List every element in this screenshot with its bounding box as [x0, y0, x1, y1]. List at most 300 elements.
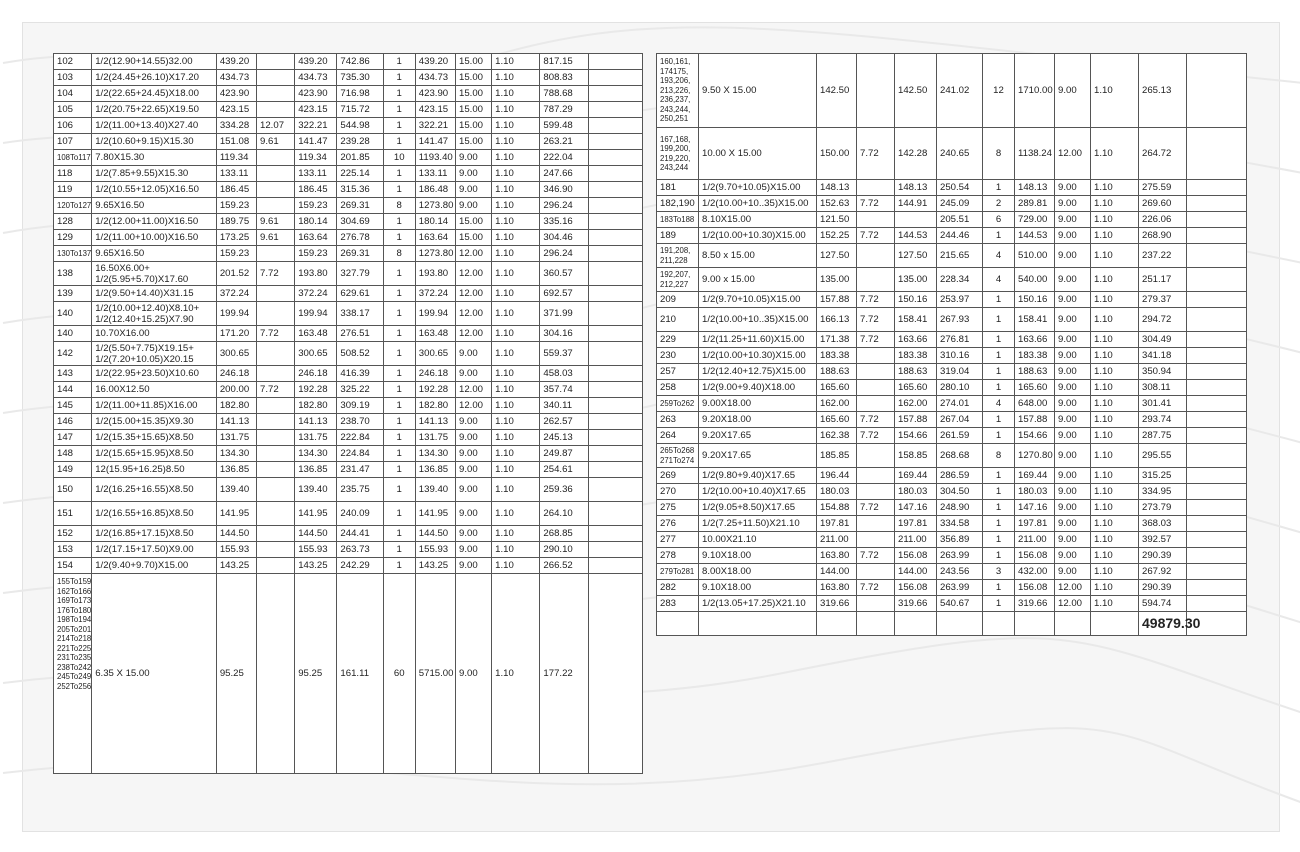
right-cell-col12	[1187, 292, 1247, 308]
right-cell-col5: 156.08	[895, 580, 937, 596]
right-cell-col11: 265.13	[1139, 54, 1187, 128]
left-table-row	[54, 246, 643, 262]
right-cell-col1: 229	[657, 332, 699, 348]
left-cell-col2: 1/2(7.85+9.55)X15.30	[92, 166, 217, 182]
right-cell-col11: 350.94	[1139, 364, 1187, 380]
left-cell-col12	[588, 166, 642, 182]
left-cell-col8: 182.80	[415, 398, 455, 414]
left-table-row	[54, 118, 643, 134]
left-cell-col11: 304.46	[540, 230, 588, 246]
right-cell-col10: 1.10	[1091, 292, 1139, 308]
left-cell-col7: 1	[383, 462, 415, 478]
right-cell-col4: 7.72	[857, 308, 895, 332]
grand-total-empty-cell	[1091, 612, 1139, 636]
right-cell-col7: 8	[983, 128, 1015, 180]
right-cell-col9: 9.00	[1055, 412, 1091, 428]
left-cell-col7: 8	[383, 198, 415, 214]
left-cell-col12	[588, 398, 642, 414]
left-cell-col11: 247.66	[540, 166, 588, 182]
right-cell-col5: 183.38	[895, 348, 937, 364]
left-table-row	[54, 462, 643, 478]
left-cell-col4	[257, 574, 295, 774]
right-cell-col5: 197.81	[895, 516, 937, 532]
right-cell-col7: 12	[983, 54, 1015, 128]
left-cell-col10: 1.10	[492, 214, 540, 230]
left-cell-col6: 338.17	[337, 302, 383, 326]
left-cell-col3: 134.30	[216, 446, 256, 462]
left-table-row	[54, 326, 643, 342]
right-table-row	[657, 484, 1247, 500]
left-cell-col5: 134.30	[295, 446, 337, 462]
left-cell-col5: 95.25	[295, 574, 337, 774]
right-cell-col7: 1	[983, 364, 1015, 380]
right-cell-col12	[1187, 596, 1247, 612]
right-cell-col12	[1187, 484, 1247, 500]
left-cell-col11: 290.10	[540, 542, 588, 558]
left-cell-col11: 254.61	[540, 462, 588, 478]
left-cell-col8: 141.47	[415, 134, 455, 150]
left-cell-col3: 141.95	[216, 502, 256, 526]
right-cell-col3: 157.88	[817, 292, 857, 308]
left-cell-col8: 144.50	[415, 526, 455, 542]
right-cell-col4	[857, 484, 895, 500]
right-cell-col4	[857, 444, 895, 468]
right-cell-col4	[857, 380, 895, 396]
left-cell-col6: 269.31	[337, 246, 383, 262]
left-cell-col8: 439.20	[415, 54, 455, 70]
right-table-row	[657, 468, 1247, 484]
left-cell-col4	[257, 430, 295, 446]
right-cell-col6: 356.89	[937, 532, 983, 548]
right-cell-col7: 1	[983, 532, 1015, 548]
left-cell-col12	[588, 414, 642, 430]
left-cell-col1: 105	[54, 102, 92, 118]
right-cell-col4	[857, 532, 895, 548]
right-cell-col10: 1.10	[1091, 580, 1139, 596]
right-cell-col6: 250.54	[937, 180, 983, 196]
right-cell-col8: 648.00	[1015, 396, 1055, 412]
left-cell-col10: 1.10	[492, 150, 540, 166]
right-cell-col6: 319.04	[937, 364, 983, 380]
left-cell-col3: 139.40	[216, 478, 256, 502]
left-cell-col1: 138	[54, 262, 92, 286]
left-cell-col11: 357.74	[540, 382, 588, 398]
right-cell-col11: 293.74	[1139, 412, 1187, 428]
left-cell-col11: 262.57	[540, 414, 588, 430]
left-cell-col5: 163.48	[295, 326, 337, 342]
right-cell-col9: 9.00	[1055, 516, 1091, 532]
right-cell-col9: 9.00	[1055, 444, 1091, 468]
right-table-row	[657, 428, 1247, 444]
right-cell-col7: 1	[983, 548, 1015, 564]
left-cell-col5: 119.34	[295, 150, 337, 166]
right-cell-col2: 1/2(9.70+10.05)X15.00	[699, 292, 817, 308]
right-cell-col6: 540.67	[937, 596, 983, 612]
left-cell-col12	[588, 342, 642, 366]
left-cell-col12	[588, 118, 642, 134]
right-cell-col11: 294.72	[1139, 308, 1187, 332]
right-cell-col6: 241.02	[937, 54, 983, 128]
left-cell-col7: 1	[383, 214, 415, 230]
right-cell-col6: 310.16	[937, 348, 983, 364]
right-cell-col3: 135.00	[817, 268, 857, 292]
left-table-row	[54, 502, 643, 526]
right-cell-col4: 7.72	[857, 580, 895, 596]
left-cell-col12	[588, 214, 642, 230]
left-cell-col8: 141.95	[415, 502, 455, 526]
left-cell-col10: 1.10	[492, 366, 540, 382]
left-table-row	[54, 166, 643, 182]
left-cell-col2: 12(15.95+16.25)8.50	[92, 462, 217, 478]
right-cell-col7: 1	[983, 580, 1015, 596]
left-cell-col9: 12.00	[456, 382, 492, 398]
right-cell-col5: 319.66	[895, 596, 937, 612]
left-cell-col10: 1.10	[492, 342, 540, 366]
left-cell-col9: 9.00	[456, 414, 492, 430]
left-cell-col8: 180.14	[415, 214, 455, 230]
right-cell-col10: 1.10	[1091, 444, 1139, 468]
left-cell-col2: 9.65X16.50	[92, 198, 217, 214]
right-cell-col9: 9.00	[1055, 54, 1091, 128]
right-cell-col3: 166.13	[817, 308, 857, 332]
right-cell-col6: 286.59	[937, 468, 983, 484]
right-cell-col5: 158.41	[895, 308, 937, 332]
right-cell-col6: 263.99	[937, 580, 983, 596]
right-cell-col10: 1.10	[1091, 412, 1139, 428]
right-cell-col8: 1710.00	[1015, 54, 1055, 128]
right-cell-col4: 7.72	[857, 412, 895, 428]
grand-total-empty-cell	[895, 612, 937, 636]
right-cell-col11: 290.39	[1139, 580, 1187, 596]
right-cell-col11: 275.59	[1139, 180, 1187, 196]
left-cell-col11: 787.29	[540, 102, 588, 118]
left-cell-col5: 139.40	[295, 478, 337, 502]
left-cell-col7: 1	[383, 86, 415, 102]
right-cell-col5: 156.08	[895, 548, 937, 564]
left-cell-col11: 264.10	[540, 502, 588, 526]
left-cell-col3: 200.00	[216, 382, 256, 398]
left-cell-col8: 139.40	[415, 478, 455, 502]
right-table-row	[657, 196, 1247, 212]
left-cell-col4	[257, 526, 295, 542]
left-cell-col12	[588, 286, 642, 302]
right-cell-col12	[1187, 348, 1247, 364]
left-cell-col12	[588, 558, 642, 574]
left-cell-col10: 1.10	[492, 118, 540, 134]
left-table-row	[54, 558, 643, 574]
right-cell-col10: 1.10	[1091, 500, 1139, 516]
left-cell-col12	[588, 230, 642, 246]
left-cell-col7: 1	[383, 166, 415, 182]
right-cell-col1: 277	[657, 532, 699, 548]
left-cell-col2: 1/2(12.90+14.55)32.00	[92, 54, 217, 70]
right-cell-col3: 188.63	[817, 364, 857, 380]
right-cell-col9: 9.00	[1055, 500, 1091, 516]
right-cell-col4: 7.72	[857, 228, 895, 244]
left-cell-col5: 131.75	[295, 430, 337, 446]
left-cell-col1: 107	[54, 134, 92, 150]
left-cell-col12	[588, 246, 642, 262]
left-cell-col11: 245.13	[540, 430, 588, 446]
right-cell-col1: 181	[657, 180, 699, 196]
left-cell-col12	[588, 526, 642, 542]
right-cell-col2: 1/2(9.80+9.40)X17.65	[699, 468, 817, 484]
left-table-row	[54, 478, 643, 502]
left-cell-col3: 423.15	[216, 102, 256, 118]
right-cell-col7: 2	[983, 196, 1015, 212]
right-cell-col10: 1.10	[1091, 228, 1139, 244]
left-cell-col8: 434.73	[415, 70, 455, 86]
left-cell-col12	[588, 366, 642, 382]
right-table-row	[657, 444, 1247, 468]
right-measurement-table	[656, 53, 1247, 636]
left-cell-col8: 134.30	[415, 446, 455, 462]
left-cell-col8: 423.15	[415, 102, 455, 118]
left-cell-col5: 136.85	[295, 462, 337, 478]
left-cell-col2: 1/2(11.00+11.85)X16.00	[92, 398, 217, 414]
right-cell-col5: 180.03	[895, 484, 937, 500]
left-cell-col1: 139	[54, 286, 92, 302]
left-cell-col4	[257, 70, 295, 86]
left-cell-col2: 1/2(15.00+15.35)X9.30	[92, 414, 217, 430]
right-cell-col2: 1/2(10.00+10.40)X17.65	[699, 484, 817, 500]
right-cell-col5: 150.16	[895, 292, 937, 308]
left-cell-col7: 1	[383, 342, 415, 366]
right-cell-col7: 1	[983, 596, 1015, 612]
left-cell-col6: 235.75	[337, 478, 383, 502]
left-cell-col7: 1	[383, 542, 415, 558]
grand-total-empty-cell	[1055, 612, 1091, 636]
right-cell-col11: 237.22	[1139, 244, 1187, 268]
right-cell-col12	[1187, 244, 1247, 268]
left-cell-col9: 9.00	[456, 430, 492, 446]
left-cell-col2: 1/2(5.50+7.75)X19.15+ 1/2(7.20+10.05)X20.15	[92, 342, 217, 366]
left-cell-col8: 163.48	[415, 326, 455, 342]
left-cell-col12	[588, 54, 642, 70]
right-cell-col11: 287.75	[1139, 428, 1187, 444]
left-cell-col11: 296.24	[540, 198, 588, 214]
left-cell-col1: 102	[54, 54, 92, 70]
right-table-row	[657, 180, 1247, 196]
right-cell-col6: 248.90	[937, 500, 983, 516]
right-cell-col8: 157.88	[1015, 412, 1055, 428]
right-cell-col9: 12.00	[1055, 580, 1091, 596]
right-cell-col9: 12.00	[1055, 128, 1091, 180]
right-cell-col12	[1187, 196, 1247, 212]
left-cell-col11: 458.03	[540, 366, 588, 382]
left-cell-col2: 1/2(15.65+15.95)X8.50	[92, 446, 217, 462]
left-cell-col4	[257, 150, 295, 166]
left-table-row	[54, 230, 643, 246]
right-cell-col12	[1187, 308, 1247, 332]
right-cell-col7: 1	[983, 412, 1015, 428]
right-cell-col10: 1.10	[1091, 468, 1139, 484]
right-cell-col8: 158.41	[1015, 308, 1055, 332]
left-cell-col1: 106	[54, 118, 92, 134]
left-cell-col9: 9.00	[456, 462, 492, 478]
left-cell-col2: 16.50X6.00+ 1/2(5.95+5.70)X17.60	[92, 262, 217, 286]
right-cell-col10: 1.10	[1091, 484, 1139, 500]
left-cell-col1: 153	[54, 542, 92, 558]
left-cell-col4	[257, 86, 295, 102]
right-cell-col10: 1.10	[1091, 308, 1139, 332]
right-cell-col11: 392.57	[1139, 532, 1187, 548]
right-cell-col3: 180.03	[817, 484, 857, 500]
left-table-row	[54, 414, 643, 430]
right-cell-col2: 1/2(9.00+9.40)X18.00	[699, 380, 817, 396]
left-cell-col7: 1	[383, 134, 415, 150]
left-cell-col11: 788.68	[540, 86, 588, 102]
right-cell-col5: 142.50	[895, 54, 937, 128]
left-table-row	[54, 86, 643, 102]
right-cell-col10: 1.10	[1091, 54, 1139, 128]
right-cell-col2: 9.00X18.00	[699, 396, 817, 412]
left-cell-col9: 9.00	[456, 574, 492, 774]
right-cell-col8: 169.44	[1015, 468, 1055, 484]
right-cell-col9: 9.00	[1055, 564, 1091, 580]
right-cell-col11: 334.95	[1139, 484, 1187, 500]
left-cell-col5: 141.13	[295, 414, 337, 430]
left-cell-col4	[257, 302, 295, 326]
left-cell-col3: 95.25	[216, 574, 256, 774]
right-cell-col6: 267.04	[937, 412, 983, 428]
right-cell-col2: 9.00 x 15.00	[699, 268, 817, 292]
left-cell-col2: 1/2(22.65+24.45)X18.00	[92, 86, 217, 102]
right-cell-col1: 182,190	[657, 196, 699, 212]
right-cell-col9: 9.00	[1055, 364, 1091, 380]
right-cell-col9: 9.00	[1055, 180, 1091, 196]
right-cell-col8: 319.66	[1015, 596, 1055, 612]
right-cell-col10: 1.10	[1091, 212, 1139, 228]
right-cell-col12	[1187, 180, 1247, 196]
right-cell-col7: 1	[983, 428, 1015, 444]
left-cell-col5: 133.11	[295, 166, 337, 182]
right-cell-col4: 7.72	[857, 500, 895, 516]
right-table-row	[657, 548, 1247, 564]
left-cell-col2: 1/2(12.00+11.00)X16.50	[92, 214, 217, 230]
left-cell-col5: 300.65	[295, 342, 337, 366]
left-cell-col10: 1.10	[492, 182, 540, 198]
left-cell-col8: 193.80	[415, 262, 455, 286]
left-table-row	[54, 262, 643, 286]
left-cell-col8: 163.64	[415, 230, 455, 246]
grand-total-value: 49879.30	[1139, 612, 1187, 636]
right-cell-col12	[1187, 500, 1247, 516]
left-cell-col8: 192.28	[415, 382, 455, 398]
left-cell-col6: 544.98	[337, 118, 383, 134]
right-cell-col11: 273.79	[1139, 500, 1187, 516]
right-cell-col12	[1187, 380, 1247, 396]
right-cell-col2: 1/2(11.25+11.60)X15.00	[699, 332, 817, 348]
right-cell-col5: 158.85	[895, 444, 937, 468]
left-cell-col4: 7.72	[257, 382, 295, 398]
left-cell-col3: 155.93	[216, 542, 256, 558]
left-cell-col3: 131.75	[216, 430, 256, 446]
left-cell-col9: 12.00	[456, 246, 492, 262]
right-cell-col6: 205.51	[937, 212, 983, 228]
left-cell-col3: 144.50	[216, 526, 256, 542]
right-cell-col8: 144.53	[1015, 228, 1055, 244]
right-cell-col2: 1/2(12.40+12.75)X15.00	[699, 364, 817, 380]
left-cell-col6: 327.79	[337, 262, 383, 286]
right-cell-col6: 240.65	[937, 128, 983, 180]
right-cell-col7: 4	[983, 268, 1015, 292]
left-cell-col4	[257, 166, 295, 182]
right-cell-col2: 8.10X15.00	[699, 212, 817, 228]
left-cell-col6: 201.85	[337, 150, 383, 166]
right-cell-col10: 1.10	[1091, 548, 1139, 564]
left-cell-col4	[257, 558, 295, 574]
right-cell-col4	[857, 364, 895, 380]
left-cell-col10: 1.10	[492, 526, 540, 542]
right-cell-col2: 1/2(9.70+10.05)X15.00	[699, 180, 817, 196]
right-cell-col2: 10.00 X 15.00	[699, 128, 817, 180]
left-cell-col11: 259.36	[540, 478, 588, 502]
left-cell-col12	[588, 150, 642, 166]
left-cell-col6: 240.09	[337, 502, 383, 526]
left-cell-col7: 1	[383, 326, 415, 342]
right-cell-col4	[857, 268, 895, 292]
left-cell-col1: 142	[54, 342, 92, 366]
left-cell-col1: 129	[54, 230, 92, 246]
left-cell-col11: 177.22	[540, 574, 588, 774]
left-cell-col1: 150	[54, 478, 92, 502]
left-cell-col11: 817.15	[540, 54, 588, 70]
left-cell-col8: 246.18	[415, 366, 455, 382]
left-cell-col11: 249.87	[540, 446, 588, 462]
left-cell-col2: 16.00X12.50	[92, 382, 217, 398]
left-cell-col1: 143	[54, 366, 92, 382]
left-cell-col9: 9.00	[456, 166, 492, 182]
right-cell-col12	[1187, 532, 1247, 548]
right-cell-col12	[1187, 268, 1247, 292]
right-table-row	[657, 228, 1247, 244]
right-table-row	[657, 412, 1247, 428]
left-cell-col10: 1.10	[492, 166, 540, 182]
right-cell-col5: 127.50	[895, 244, 937, 268]
right-cell-col12	[1187, 228, 1247, 244]
right-cell-col11: 267.92	[1139, 564, 1187, 580]
right-cell-col6: 263.99	[937, 548, 983, 564]
left-cell-col12	[588, 574, 642, 774]
left-cell-col7: 1	[383, 182, 415, 198]
left-cell-col12	[588, 198, 642, 214]
left-cell-col10: 1.10	[492, 262, 540, 286]
right-cell-col11: 341.18	[1139, 348, 1187, 364]
right-cell-col11: 368.03	[1139, 516, 1187, 532]
right-cell-col6: 215.65	[937, 244, 983, 268]
left-cell-col1: 130To137	[54, 246, 92, 262]
left-cell-col10: 1.10	[492, 478, 540, 502]
left-cell-col8: 322.21	[415, 118, 455, 134]
right-table-row	[657, 332, 1247, 348]
right-cell-col8: 729.00	[1015, 212, 1055, 228]
right-cell-col9: 9.00	[1055, 292, 1091, 308]
left-cell-col3: 182.80	[216, 398, 256, 414]
right-cell-col5	[895, 212, 937, 228]
left-cell-col9: 15.00	[456, 214, 492, 230]
left-cell-col2: 1/2(16.85+17.15)X8.50	[92, 526, 217, 542]
left-cell-col3: 246.18	[216, 366, 256, 382]
left-cell-col2: 1/2(24.45+26.10)X17.20	[92, 70, 217, 86]
left-table-row	[54, 446, 643, 462]
left-cell-col12	[588, 478, 642, 502]
left-cell-col6: 239.28	[337, 134, 383, 150]
right-cell-col4	[857, 348, 895, 364]
right-cell-col10: 1.10	[1091, 532, 1139, 548]
left-cell-col3: 133.11	[216, 166, 256, 182]
left-cell-col6: 629.61	[337, 286, 383, 302]
